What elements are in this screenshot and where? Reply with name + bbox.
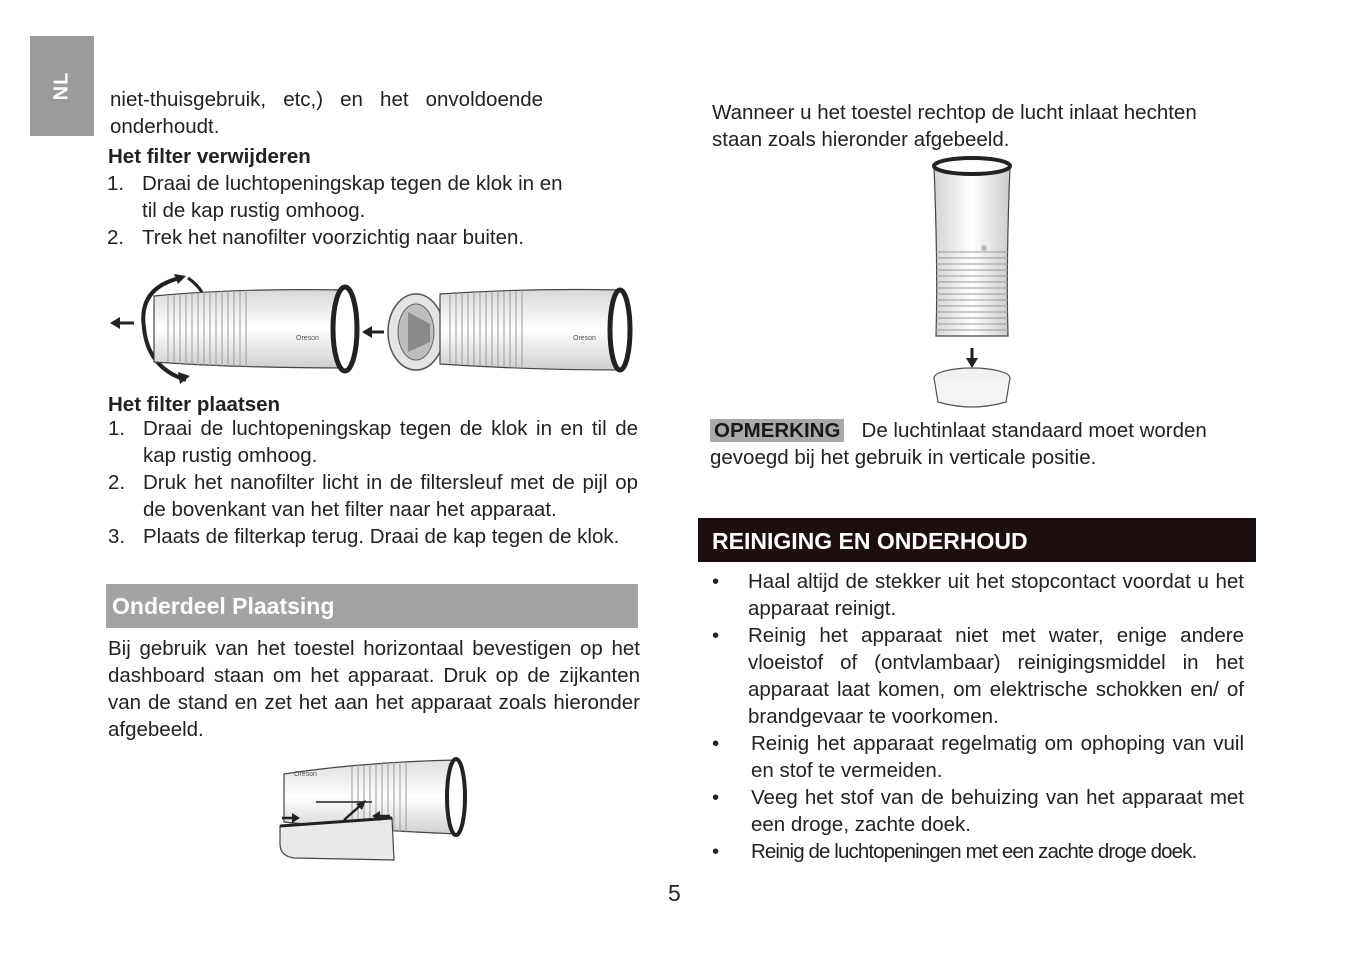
list-item [712,568,1244,622]
list-item [108,415,638,469]
bullet-icon: • [712,786,720,809]
list-item [712,730,1244,784]
bullet-icon: • [712,624,720,647]
note-text: De luchtinlaat standaard moet worden gevoegd bij het gebruik in verticale positie. [710,419,1207,469]
list-item [107,224,612,251]
bullet-icon: • [712,840,720,863]
brand-label: Oreson [296,335,319,342]
device-body-icon [154,287,357,371]
stand-base-icon [934,368,1010,407]
placement-text [108,635,640,743]
intro-line-1: niet-thuisgebruik, etc,) en het onvoldoende [110,88,544,111]
place-filter-steps [108,415,638,550]
list-item-text: Haal altijd de stekker uit het stopcontact voordat u het apparaat reinigt. [748,570,1244,620]
step-number: 1. [107,172,125,195]
intro-line-2: onderhoudt. [110,115,220,138]
page-number: 5 [668,880,681,906]
filter-removal-illustration [108,268,638,390]
language-tab [30,36,94,136]
step-text: Trek het nanofilter voorzichtig naar buiten. [142,226,525,249]
filter-cartridge-icon [388,294,444,370]
remove-filter-steps [107,170,612,251]
device-body-icon [934,158,1010,336]
step-number: 2. [107,226,125,249]
arrow-left-icon [362,326,384,338]
arrow-down-icon [966,348,978,368]
section-heading-placement: Onderdeel Plaatsing [106,584,638,628]
step-text: Draai de luchtopeningskap tegen de klok in en til de kap rustig omhoog. [143,417,638,467]
arrow-left-icon [110,317,134,329]
step-number: 3. [108,525,126,548]
note-label-badge: OPMERKING [710,419,844,442]
step-text: Druk het nanofilter licht in de filtersleuf met de pijl op de bovenkant van het filter naar het apparaat. [143,471,638,521]
vertical-intro [712,99,1246,153]
placement-paragraph: Bij gebruik van het toestel horizontaal bevestigen op het dashboard staan om het apparaat. Druk op de zijkanten van de stand en zet het aan het apparaat zoals hieronder afgebeeld. [108,637,640,741]
language-tab-label: NL [50,71,73,101]
list-item-text: Reinig de luchtopeningen met een zachte droge doek. [751,840,1197,863]
list-item [712,622,1244,730]
list-item [712,784,1244,838]
intro-text [110,86,600,140]
bullet-icon: • [712,732,720,755]
place-filter-title: Het filter plaatsen [108,393,281,416]
list-item-text: Reinig het apparaat niet met water, enige andere vloeistof of (ontvlambaar) reinigingsmiddel in het apparaat laat komen, om elektrische schokken en/ of brandgevaar te voorkomen. [748,624,1244,728]
list-item [712,838,1244,865]
step-text: Draai de luchtopeningskap tegen de klok in en [142,172,563,195]
step-number: 2. [108,471,126,494]
bullet-icon: • [712,570,720,593]
vertical-intro-text: Wanneer u het toestel rechtop de lucht inlaat hechten staan zoals hieronder afgebeeld. [712,101,1197,151]
section-heading-cleaning: REINIGING EN ONDERHOUD [698,518,1256,562]
device-body-icon [440,290,630,371]
list-item-text: Reinig het apparaat regelmatig om ophoping van vuil en stof te vermeiden. [751,732,1244,782]
vertical-device-illustration [922,156,1022,412]
remove-filter-heading [108,143,311,170]
horizontal-stand-illustration [272,756,472,864]
step-text: Plaats de filterkap terug. Draai de kap tegen de klok. [143,525,620,548]
note-block [710,417,1246,471]
brand-label: Oreson [573,335,596,342]
step-number: 1. [108,417,126,440]
list-item [108,469,638,523]
cleaning-list [712,568,1244,865]
place-filter-heading [108,391,280,418]
note-paragraph [710,417,1246,471]
step-text: til de kap rustig omhoog. [142,199,366,222]
list-item [108,523,638,550]
stand-base-icon [280,818,394,860]
brand-label: Oreson [294,771,317,778]
remove-filter-title: Het filter verwijderen [108,145,311,168]
list-item [107,170,612,224]
list-item-text: Veeg het stof van de behuizing van het apparaat met een droge, zachte doek. [751,786,1244,836]
